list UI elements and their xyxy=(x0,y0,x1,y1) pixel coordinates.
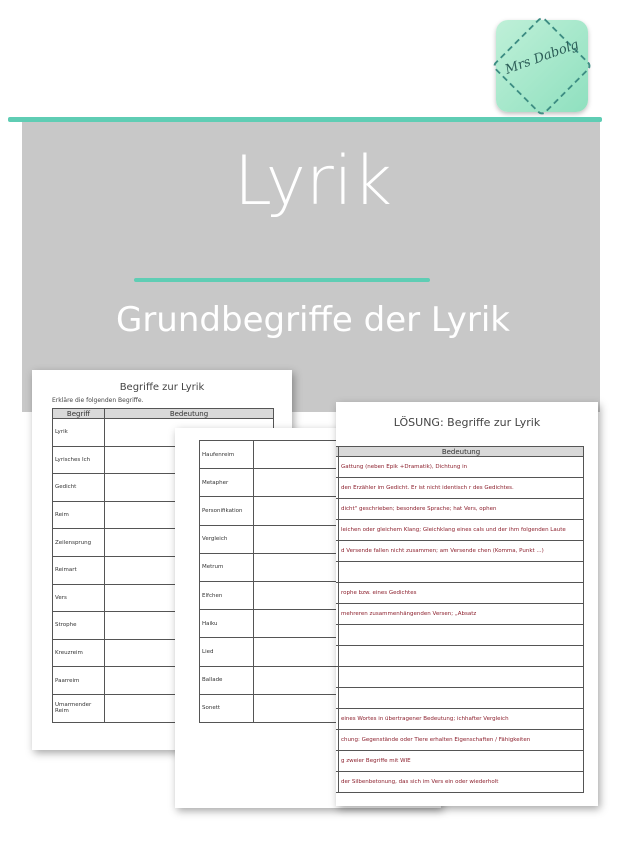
term-cell: Metrum xyxy=(200,553,254,581)
table-row xyxy=(336,562,584,583)
solution-table xyxy=(336,446,584,793)
worksheet-title: Begriffe zur Lyrik xyxy=(119,382,205,393)
table-row xyxy=(336,541,584,562)
term-cell: Gedicht xyxy=(53,474,105,502)
term-cell: Umarmender Reim xyxy=(53,694,105,722)
definition-cell: leichen oder gleichem Klang; Gleichklang eines cals und der ihm folgenden Laute xyxy=(339,520,584,541)
table-row xyxy=(336,772,584,793)
term-cell: Lied xyxy=(200,638,254,666)
table-row xyxy=(336,667,584,688)
term-cell: Zeilensprung xyxy=(53,529,105,557)
header-meaning: Bedeutung xyxy=(339,447,584,457)
term-cell: Vers xyxy=(53,584,105,612)
definition-cell xyxy=(339,646,584,667)
definition-cell xyxy=(339,688,584,709)
term-cell: Haiku xyxy=(200,610,254,638)
header-term: Begriff xyxy=(53,409,105,419)
term-cell: Strophe xyxy=(53,612,105,640)
table-row xyxy=(336,709,584,730)
definition-cell: g zweier Begriffe mit WIE xyxy=(339,751,584,772)
table-row xyxy=(336,520,584,541)
table-row xyxy=(336,751,584,772)
definition-cell: mehreren zusammenhängenden Versen; „Absatz xyxy=(339,604,584,625)
table-row xyxy=(336,646,584,667)
table-row xyxy=(336,457,584,478)
title-divider xyxy=(134,278,430,282)
table-row xyxy=(336,625,584,646)
logo-text: Mrs Dabolg xyxy=(503,37,581,78)
definition-cell xyxy=(339,562,584,583)
definition-cell: dicht" geschrieben; besondere Sprache; hat Vers, ophen xyxy=(339,499,584,520)
term-cell: Paarreim xyxy=(53,667,105,695)
worksheet-instruction: Erkläre die folgenden Begriffe. xyxy=(52,397,144,404)
table-row xyxy=(336,730,584,751)
term-cell: Lyrik xyxy=(53,419,105,447)
solution-title: LÖSUNG: Begriffe zur Lyrik xyxy=(393,416,541,429)
table-row xyxy=(336,478,584,499)
definition-cell xyxy=(339,667,584,688)
cover-subtitle: Grundbegriffe der Lyrik xyxy=(115,300,510,340)
term-cell: Ballade xyxy=(200,666,254,694)
definition-cell: chung: Gegenstände oder Tiere erhalten Eigenschaften / Fähigkeiten xyxy=(339,730,584,751)
definition-cell: den Erzähler im Gedicht. Er ist nicht identisch r des Gedichtes. xyxy=(339,478,584,499)
definition-cell: d Versende fallen nicht zusammen; am Versende chen (Komma, Punkt ...) xyxy=(339,541,584,562)
term-cell: Sonett xyxy=(200,694,254,722)
logo xyxy=(496,20,588,112)
table-row xyxy=(336,688,584,709)
definition-cell: rophe bzw. eines Gedichtes xyxy=(339,583,584,604)
term-cell: Kreuzreim xyxy=(53,639,105,667)
term-cell: Elfchen xyxy=(200,581,254,609)
table-row xyxy=(336,604,584,625)
term-cell: Vergleich xyxy=(200,525,254,553)
definition-cell: Gattung (neben Epik +Dramatik), Dichtung in xyxy=(339,457,584,478)
definition-cell: eines Wortes in übertragener Bedeutung; ichhafter Vergleich xyxy=(339,709,584,730)
cover-title: Lyrik xyxy=(233,142,393,221)
table-row xyxy=(336,583,584,604)
term-cell: Reimart xyxy=(53,556,105,584)
definition-cell: der Silbenbetonung, das sich im Vers ein oder wiederholt xyxy=(339,772,584,793)
term-cell: Haufenreim xyxy=(200,441,254,469)
table-row xyxy=(336,499,584,520)
term-cell: Reim xyxy=(53,501,105,529)
term-cell: Personifikation xyxy=(200,497,254,525)
definition-cell xyxy=(339,625,584,646)
term-cell: Lyrisches Ich xyxy=(53,446,105,474)
header-meaning: Bedeutung xyxy=(105,409,274,419)
term-cell: Metapher xyxy=(200,469,254,497)
solution-sheet-preview xyxy=(336,402,598,806)
